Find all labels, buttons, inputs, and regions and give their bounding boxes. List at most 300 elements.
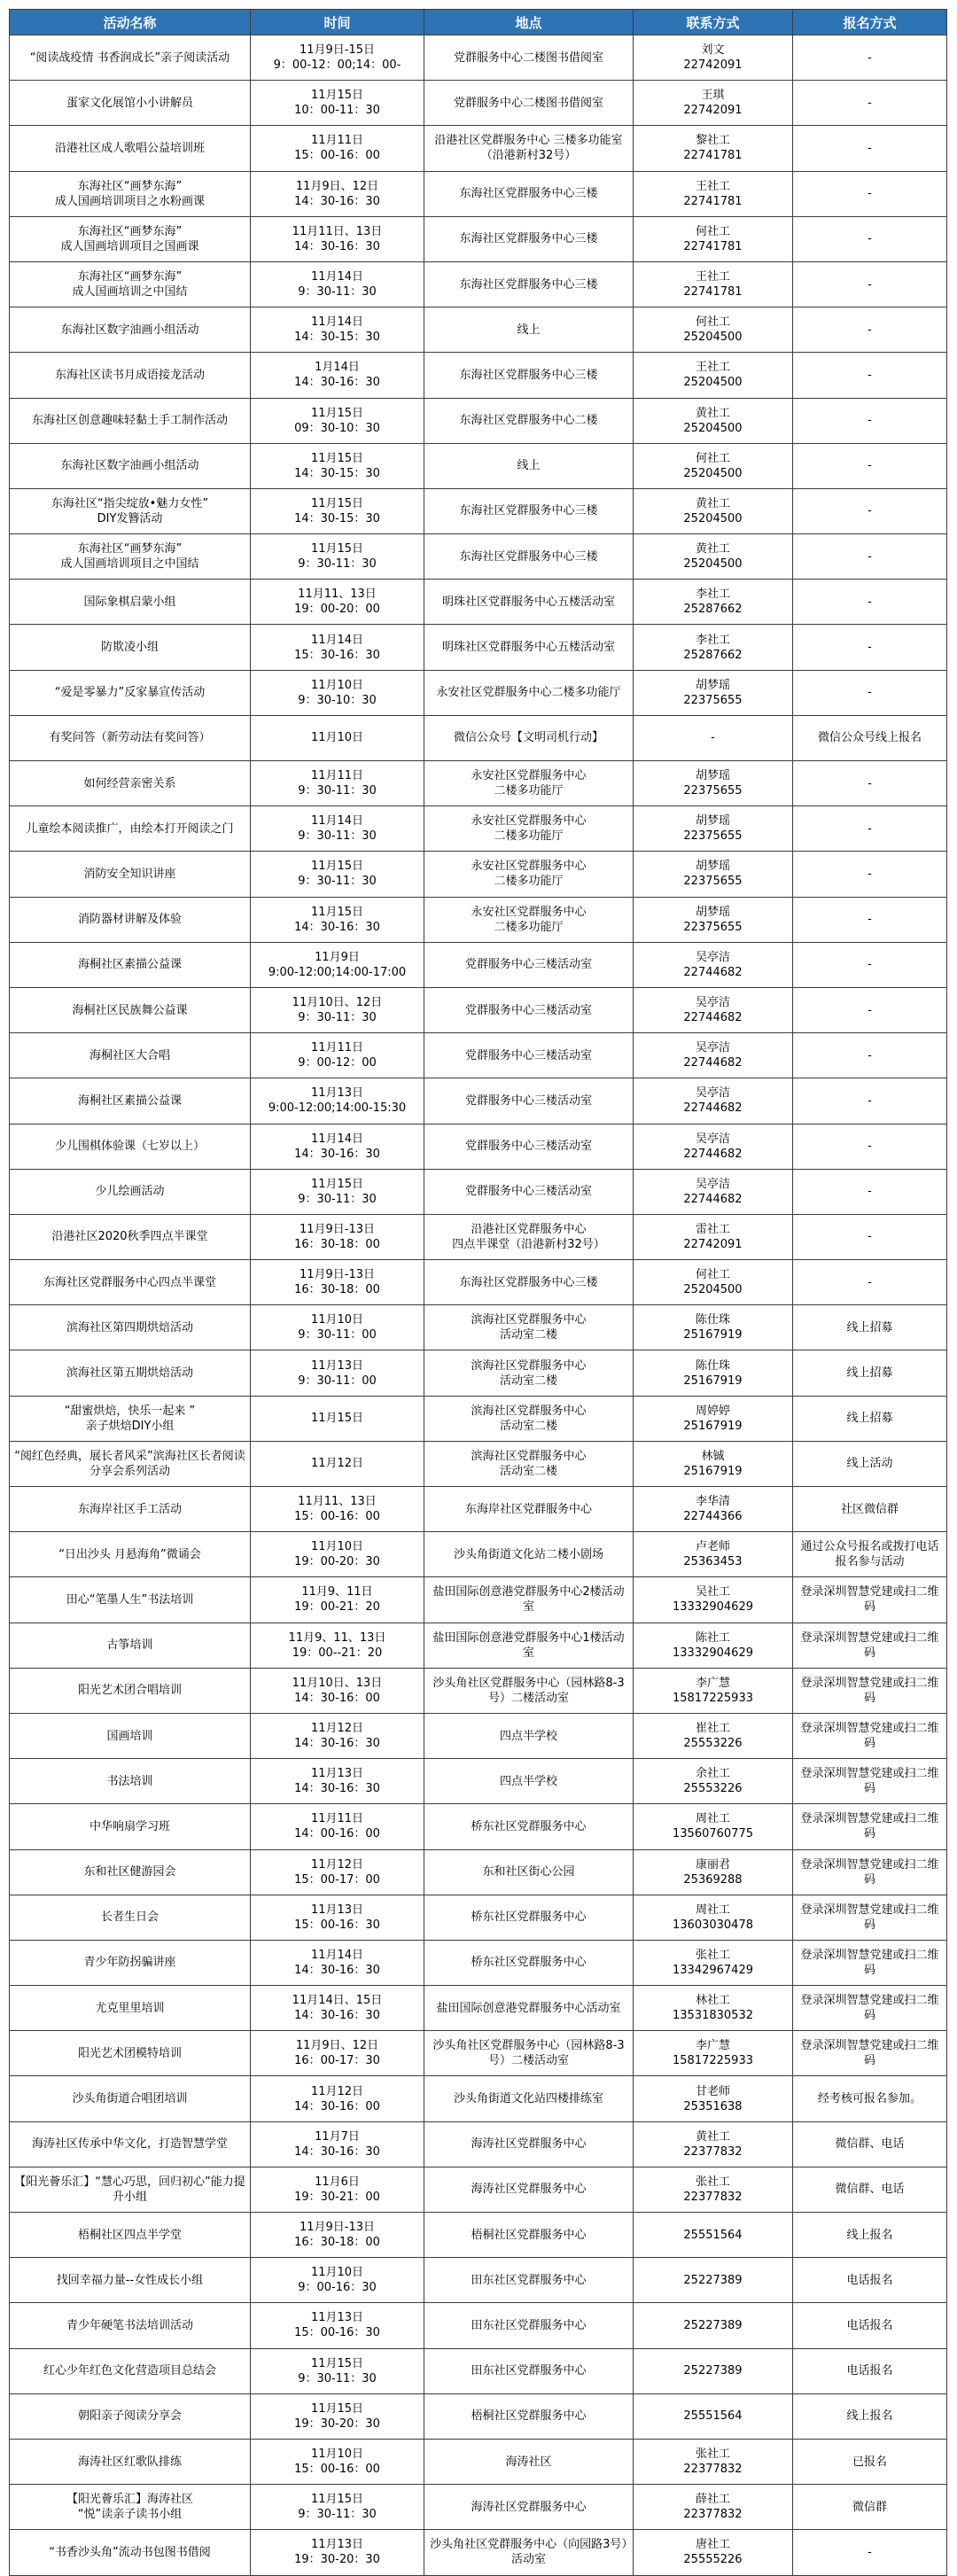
location-cell: 微信公众号【文明司机行动】 xyxy=(424,715,634,760)
activity-name-cell: “阅读战疫情 书香润成长”亲子阅读活动 xyxy=(10,35,251,81)
activity-name-cell: 海桐社区大合唱 xyxy=(10,1033,251,1078)
location-cell: 东海社区党群服务中心三楼 xyxy=(424,261,634,307)
contact-cell: 25227389 xyxy=(634,2303,793,2348)
registration-cell: - xyxy=(793,942,947,987)
registration-cell: 登录深圳智慧党建或扫二维码 xyxy=(793,1986,947,2031)
activity-name-cell: “甜蜜烘焙，快乐一起来 ” 亲子烘焙DIY小组 xyxy=(10,1396,251,1441)
registration-cell: - xyxy=(793,534,947,580)
header-row xyxy=(10,10,947,35)
registration-cell: - xyxy=(793,307,947,353)
activity-name-cell: 东海社区党群服务中心四点半课堂 xyxy=(10,1260,251,1305)
contact-cell: 陈仕珠 25167919 xyxy=(634,1350,793,1396)
location-cell: 滨海社区党群服务中心 活动室二楼 xyxy=(424,1350,634,1396)
time-cell: 11月14日 14：30-16：30 xyxy=(251,1940,424,1985)
contact-cell: 吴亭洁 22744682 xyxy=(634,942,793,987)
time-cell: 11月10日 9：30-10：30 xyxy=(251,670,424,715)
activity-name-cell: 红心少年红色文化营造项目总结会 xyxy=(10,2348,251,2393)
activity-name-cell: “阅红色经典，展长者风采”滨海社区长者阅读分享会系列活动 xyxy=(10,1441,251,1486)
header-contact: 联系方式 xyxy=(634,10,793,35)
location-cell: 四点半学校 xyxy=(424,1759,634,1804)
table-row xyxy=(10,1124,947,1169)
table-row xyxy=(10,670,947,715)
contact-cell: 黎社工 22741781 xyxy=(634,126,793,171)
time-cell: 11月10日 9：00-16：30 xyxy=(251,2258,424,2303)
time-cell: 11月12日 14：30-16：00 xyxy=(251,2076,424,2121)
location-cell: 永安社区党群服务中心 二楼多功能厅 xyxy=(424,897,634,942)
location-cell: 沙头角社区党群服务中心（园林路8-3号）二楼活动室 xyxy=(424,2031,634,2076)
table-row xyxy=(10,398,947,443)
time-cell: 11月11日 9：00-12：00 xyxy=(251,1033,424,1078)
registration-cell: - xyxy=(793,488,947,533)
activity-name-cell: 消防安全知识讲座 xyxy=(10,852,251,897)
table-row xyxy=(10,2258,947,2303)
location-cell: 桥东社区党群服务中心 xyxy=(424,1804,634,1849)
contact-cell: 雷社工 22742091 xyxy=(634,1214,793,1259)
contact-cell: 周婷婷 25167919 xyxy=(634,1396,793,1441)
time-cell: 11月10日 9：30-11：00 xyxy=(251,1305,424,1350)
table-row xyxy=(10,534,947,580)
table-row xyxy=(10,1759,947,1804)
registration-cell: - xyxy=(793,987,947,1032)
registration-cell: 微信公众号线上报名 xyxy=(793,715,947,760)
activity-name-cell: 东海社区“画梦东海” 成人国画培训之中国结 xyxy=(10,261,251,307)
table-row xyxy=(10,216,947,261)
registration-cell: 社区微信群 xyxy=(793,1487,947,1532)
location-cell: 沙头角街道文化站四楼排练室 xyxy=(424,2076,634,2121)
activity-name-cell: 如何经营亲密关系 xyxy=(10,761,251,806)
activity-name-cell: 东海社区“画梦东海” 成人国画培训项目之中国结 xyxy=(10,534,251,580)
table-row xyxy=(10,35,947,81)
contact-cell: 甘老师 25351638 xyxy=(634,2076,793,2121)
contact-cell: 胡梦瑶 22375655 xyxy=(634,806,793,852)
table-row xyxy=(10,715,947,760)
time-cell: 11月12日 14：30-16：30 xyxy=(251,1713,424,1758)
activity-name-cell: 少儿绘画活动 xyxy=(10,1169,251,1214)
contact-cell: 余社工 25553226 xyxy=(634,1759,793,1804)
contact-cell: 吴亭洁 22744682 xyxy=(634,1169,793,1214)
activity-name-cell: 书法培训 xyxy=(10,1759,251,1804)
table-row xyxy=(10,1623,947,1668)
contact-cell: 张社工 13342967429 xyxy=(634,1940,793,1985)
table-row xyxy=(10,307,947,353)
registration-cell: 登录深圳智慧党建或扫二维码 xyxy=(793,1849,947,1895)
activity-name-cell: 东海社区“指尖绽放•魅力女性” DIY发簪活动 xyxy=(10,488,251,533)
time-cell: 11月11、13日 15：00-16：00 xyxy=(251,1487,424,1532)
activity-schedule xyxy=(9,9,946,2576)
contact-cell: 胡梦瑶 22375655 xyxy=(634,670,793,715)
activity-name-cell: 朝阳亲子阅读分享会 xyxy=(10,2393,251,2439)
location-cell: 海涛社区党群服务中心 xyxy=(424,2167,634,2212)
time-cell: 11月7日 14：30-16：30 xyxy=(251,2121,424,2167)
activity-name-cell: 阳光艺术团模特培训 xyxy=(10,2031,251,2076)
time-cell: 11月14日 14：30-16：30 xyxy=(251,1124,424,1169)
activity-name-cell: 消防器材讲解及体验 xyxy=(10,897,251,942)
location-cell: 东海社区党群服务中心三楼 xyxy=(424,216,634,261)
registration-cell: - xyxy=(793,35,947,81)
registration-cell: 线上报名 xyxy=(793,2213,947,2258)
table-row xyxy=(10,2393,947,2439)
time-cell: 11月9日-15日 9：00-12：00;14：00- xyxy=(251,35,424,81)
registration-cell: 登录深圳智慧党建或扫二维码 xyxy=(793,1713,947,1758)
activity-name-cell: 东和社区健游园会 xyxy=(10,1849,251,1895)
registration-cell: - xyxy=(793,126,947,171)
table-row xyxy=(10,1713,947,1758)
location-cell: 沙头角社区党群服务中心（园林路8-3号）二楼活动室 xyxy=(424,1668,634,1713)
contact-cell: 周社工 13560760775 xyxy=(634,1804,793,1849)
contact-cell: 李华清 22744366 xyxy=(634,1487,793,1532)
time-cell: 11月9日-13日 16：30-18：00 xyxy=(251,1214,424,1259)
time-cell: 11月14日、15日 14：30-16：30 xyxy=(251,1986,424,2031)
time-cell: 11月15日 xyxy=(251,1396,424,1441)
contact-cell: 何社工 25204500 xyxy=(634,307,793,353)
location-cell: 东海社区党群服务中心三楼 xyxy=(424,534,634,580)
contact-cell: 王社工 25204500 xyxy=(634,353,793,398)
activity-name-cell: 【阳光薈乐汇】海涛社区 “悦”读亲子读书小组 xyxy=(10,2485,251,2530)
table-row xyxy=(10,2121,947,2167)
registration-cell: - xyxy=(793,670,947,715)
registration-cell: 电话报名 xyxy=(793,2258,947,2303)
activity-name-cell: 尤克里里培训 xyxy=(10,1986,251,2031)
registration-cell: 经考核可报名参加。 xyxy=(793,2076,947,2121)
header-time: 时间 xyxy=(251,10,424,35)
registration-cell: 微信群、电话 xyxy=(793,2121,947,2167)
contact-cell: 25551564 xyxy=(634,2393,793,2439)
activity-name-cell: 东海社区“画梦东海” 成人国画培训项目之国画课 xyxy=(10,216,251,261)
activity-name-cell: 海涛社区红歌队排练 xyxy=(10,2439,251,2484)
contact-cell: 吴亭洁 22744682 xyxy=(634,1078,793,1124)
location-cell: 党群服务中心三楼活动室 xyxy=(424,1078,634,1124)
registration-cell: - xyxy=(793,1078,947,1124)
activity-name-cell: 东海岸社区手工活动 xyxy=(10,1487,251,1532)
table-row xyxy=(10,1305,947,1350)
activity-name-cell: 海桐社区素描公益课 xyxy=(10,942,251,987)
location-cell: 明珠社区党群服务中心五楼活动室 xyxy=(424,625,634,670)
table-row xyxy=(10,126,947,171)
activity-name-cell: 青少年防拐骗讲座 xyxy=(10,1940,251,1985)
contact-cell: 25227389 xyxy=(634,2258,793,2303)
location-cell: 党群服务中心二楼图书借阅室 xyxy=(424,35,634,81)
table-row xyxy=(10,1078,947,1124)
activity-name-cell: 沿港社区2020秋季四点半课堂 xyxy=(10,1214,251,1259)
contact-cell: 李社工 25287662 xyxy=(634,625,793,670)
table-row xyxy=(10,2076,947,2121)
time-cell: 11月12日 xyxy=(251,1441,424,1486)
contact-cell: 王琪 22742091 xyxy=(634,81,793,126)
registration-cell: 微信群、电话 xyxy=(793,2167,947,2212)
registration-cell: 电话报名 xyxy=(793,2348,947,2393)
registration-cell: 线上活动 xyxy=(793,1441,947,1486)
table-row xyxy=(10,761,947,806)
table-row xyxy=(10,580,947,625)
table-row xyxy=(10,1940,947,1985)
time-cell: 11月10日 15：00-16：00 xyxy=(251,2439,424,2484)
location-cell: 永安社区党群服务中心 二楼多功能厅 xyxy=(424,852,634,897)
registration-cell: 已报名 xyxy=(793,2439,947,2484)
activity-name-cell: “日出沙头 月悬海角”微诵会 xyxy=(10,1532,251,1577)
activity-name-cell: 【阳光薈乐汇】“慧心巧思，回归初心”能力提升小组 xyxy=(10,2167,251,2212)
location-cell: 海涛社区 xyxy=(424,2439,634,2484)
time-cell: 11月11日、13日 14：30-16：30 xyxy=(251,216,424,261)
contact-cell: 吴亭洁 22744682 xyxy=(634,1033,793,1078)
registration-cell: 登录深圳智慧党建或扫二维码 xyxy=(793,1759,947,1804)
registration-cell: - xyxy=(793,261,947,307)
table-row xyxy=(10,1849,947,1895)
location-cell: 东海社区党群服务中心三楼 xyxy=(424,1260,634,1305)
contact-cell: 林铖 25167919 xyxy=(634,1441,793,1486)
registration-cell: 登录深圳智慧党建或扫二维码 xyxy=(793,1804,947,1849)
location-cell: 盐田国际创意港党群服务中心活动室 xyxy=(424,1986,634,2031)
time-cell: 11月10日 xyxy=(251,715,424,760)
activity-name-cell: 古筝培训 xyxy=(10,1623,251,1668)
table-row xyxy=(10,1895,947,1940)
contact-cell: 王社工 22741781 xyxy=(634,171,793,216)
location-cell: 永安社区党群服务中心 二楼多功能厅 xyxy=(424,761,634,806)
time-cell: 11月11日 9：30-11：30 xyxy=(251,761,424,806)
table-row xyxy=(10,1986,947,2031)
table-row xyxy=(10,2031,947,2076)
activity-name-cell: 海涛社区传承中华文化，打造智慧学堂 xyxy=(10,2121,251,2167)
time-cell: 11月13日 15：00-16：30 xyxy=(251,1895,424,1940)
activity-name-cell: 中华响扇学习班 xyxy=(10,1804,251,1849)
contact-cell: 陈仕珠 25167919 xyxy=(634,1305,793,1350)
activity-name-cell: 青少年硬笔书法培训活动 xyxy=(10,2303,251,2348)
time-cell: 11月15日 14：30-16：30 xyxy=(251,897,424,942)
time-cell: 11月6日 19：30-21：00 xyxy=(251,2167,424,2212)
location-cell: 东海社区党群服务中心三楼 xyxy=(424,171,634,216)
contact-cell: 林社工 13531830532 xyxy=(634,1986,793,2031)
activity-name-cell: 蛋家文化展馆小小讲解员 xyxy=(10,81,251,126)
table-row xyxy=(10,625,947,670)
activity-name-cell: 有奖问答（新劳动法有奖问答） xyxy=(10,715,251,760)
registration-cell: - xyxy=(793,81,947,126)
contact-cell: 李广慧 15817225933 xyxy=(634,2031,793,2076)
time-cell: 11月9日-13日 16：30-18：00 xyxy=(251,2213,424,2258)
contact-cell: 薛社工 22377832 xyxy=(634,2485,793,2530)
activity-name-cell: 海桐社区素描公益课 xyxy=(10,1078,251,1124)
registration-cell: 登录深圳智慧党建或扫二维码 xyxy=(793,1577,947,1623)
activity-name-cell: 田心“笔墨人生”书法培训 xyxy=(10,1577,251,1623)
location-cell: 田东社区党群服务中心 xyxy=(424,2258,634,2303)
table-row xyxy=(10,806,947,852)
registration-cell: 通过公众号报名或拨打电话报名参与活动 xyxy=(793,1532,947,1577)
location-cell: 永安社区党群服务中心 二楼多功能厅 xyxy=(424,806,634,852)
time-cell: 11月15日 09：30-10：30 xyxy=(251,398,424,443)
table-row xyxy=(10,261,947,307)
registration-cell: - xyxy=(793,216,947,261)
contact-cell: 刘文 22742091 xyxy=(634,35,793,81)
registration-cell: - xyxy=(793,580,947,625)
registration-cell: 线上报名 xyxy=(793,2393,947,2439)
table-row xyxy=(10,1487,947,1532)
table-row xyxy=(10,1532,947,1577)
table-row xyxy=(10,1033,947,1078)
table-row xyxy=(10,171,947,216)
location-cell: 滨海社区党群服务中心 活动室二楼 xyxy=(424,1305,634,1350)
location-cell: 东海社区党群服务中心三楼 xyxy=(424,488,634,533)
location-cell: 线上 xyxy=(424,443,634,488)
registration-cell: - xyxy=(793,443,947,488)
table-row xyxy=(10,1396,947,1441)
contact-cell: 张社工 22377832 xyxy=(634,2167,793,2212)
time-cell: 11月14日 15：30-16：30 xyxy=(251,625,424,670)
time-cell: 11月15日 9：30-11：30 xyxy=(251,2348,424,2393)
activity-name-cell: 东海社区数字油画小组活动 xyxy=(10,307,251,353)
location-cell: 沿港社区党群服务中心 三楼多功能室（沿港新村32号） xyxy=(424,126,634,171)
table-row xyxy=(10,1169,947,1214)
time-cell: 11月15日 9：30-11：30 xyxy=(251,852,424,897)
activity-name-cell: 儿童绘本阅读推广，由绘本打开阅读之门 xyxy=(10,806,251,852)
contact-cell: 何社工 25204500 xyxy=(634,1260,793,1305)
registration-cell: - xyxy=(793,897,947,942)
table-header xyxy=(10,10,947,35)
header-activity-name: 活动名称 xyxy=(10,10,251,35)
contact-cell: 吴亭洁 22744682 xyxy=(634,1124,793,1169)
registration-cell: - xyxy=(793,1169,947,1214)
registration-cell: - xyxy=(793,761,947,806)
contact-cell: 25227389 xyxy=(634,2348,793,2393)
location-cell: 党群服务中心三楼活动室 xyxy=(424,1124,634,1169)
time-cell: 11月13日 9:00-12:00;14:00-15:30 xyxy=(251,1078,424,1124)
activity-name-cell: 东海社区“画梦东海” 成人国画培训项目之水粉画课 xyxy=(10,171,251,216)
activity-name-cell: 少儿围棋体验课（七岁以上） xyxy=(10,1124,251,1169)
activity-name-cell: 国际象棋启蒙小组 xyxy=(10,580,251,625)
time-cell: 11月9日-13日 16：30-18：00 xyxy=(251,1260,424,1305)
location-cell: 东和社区街心公园 xyxy=(424,1849,634,1895)
activity-name-cell: 长者生日会 xyxy=(10,1895,251,1940)
table-row xyxy=(10,2439,947,2484)
contact-cell: 何社工 22741781 xyxy=(634,216,793,261)
contact-cell: 黄社工 25204500 xyxy=(634,534,793,580)
time-cell: 11月13日 15：00-16：30 xyxy=(251,2303,424,2348)
location-cell: 梧桐社区党群服务中心 xyxy=(424,2213,634,2258)
table-row xyxy=(10,2167,947,2212)
time-cell: 11月15日 9：30-11：30 xyxy=(251,1169,424,1214)
activity-name-cell: “爱是零暴力”反家暴宣传活动 xyxy=(10,670,251,715)
location-cell: 党群服务中心三楼活动室 xyxy=(424,1169,634,1214)
header-registration: 报名方式 xyxy=(793,10,947,35)
time-cell: 11月15日 9：30-11：30 xyxy=(251,534,424,580)
activity-name-cell: 梧桐社区四点半学堂 xyxy=(10,2213,251,2258)
table-row xyxy=(10,2485,947,2530)
registration-cell: - xyxy=(793,1124,947,1169)
header-location: 地点 xyxy=(424,10,634,35)
activity-name-cell: 东海社区数字油画小组活动 xyxy=(10,443,251,488)
registration-cell: 登录深圳智慧党建或扫二维码 xyxy=(793,1895,947,1940)
contact-cell: 康丽君 25369288 xyxy=(634,1849,793,1895)
time-cell: 11月11、13日 19：00-20：00 xyxy=(251,580,424,625)
time-cell: 11月15日 9：30-11：30 xyxy=(251,2485,424,2530)
registration-cell: 微信群 xyxy=(793,2485,947,2530)
location-cell: 滨海社区党群服务中心 活动室二楼 xyxy=(424,1441,634,1486)
location-cell: 梧桐社区党群服务中心 xyxy=(424,2393,634,2439)
registration-cell: 登录深圳智慧党建或扫二维码 xyxy=(793,1623,947,1668)
registration-cell: - xyxy=(793,2530,947,2575)
activity-name-cell: 找回幸福力量--女性成长小组 xyxy=(10,2258,251,2303)
registration-cell: 电话报名 xyxy=(793,2303,947,2348)
registration-cell: 线上招募 xyxy=(793,1350,947,1396)
time-cell: 11月9日、12日 16：00-17：30 xyxy=(251,2031,424,2076)
registration-cell: 线上招募 xyxy=(793,1396,947,1441)
time-cell: 11月13日 14：30-16：30 xyxy=(251,1759,424,1804)
table-row xyxy=(10,81,947,126)
contact-cell: 黄社工 25204500 xyxy=(634,398,793,443)
contact-cell: 胡梦瑶 22375655 xyxy=(634,761,793,806)
table-row xyxy=(10,2530,947,2575)
location-cell: 线上 xyxy=(424,307,634,353)
location-cell: 盐田国际创意港党群服务中心2楼活动室 xyxy=(424,1577,634,1623)
location-cell: 滨海社区党群服务中心 活动室二楼 xyxy=(424,1396,634,1441)
time-cell: 11月9日、12日 14：30-16：30 xyxy=(251,171,424,216)
location-cell: 桥东社区党群服务中心 xyxy=(424,1895,634,1940)
time-cell: 11月9日 9:00-12:00;14:00-17:00 xyxy=(251,942,424,987)
table-row xyxy=(10,1214,947,1259)
location-cell: 东海社区党群服务中心三楼 xyxy=(424,353,634,398)
table-row xyxy=(10,488,947,533)
activity-name-cell: 东海社区读书月成语接龙活动 xyxy=(10,353,251,398)
location-cell: 明珠社区党群服务中心五楼活动室 xyxy=(424,580,634,625)
activity-name-cell: 海桐社区民族舞公益课 xyxy=(10,987,251,1032)
table-row xyxy=(10,2213,947,2258)
table-row xyxy=(10,1441,947,1486)
table-row xyxy=(10,897,947,942)
table-row xyxy=(10,353,947,398)
activity-name-cell: “书香沙头角”流动书包图书借阅 xyxy=(10,2530,251,2575)
location-cell: 盐田国际创意港党群服务中心1楼活动室 xyxy=(424,1623,634,1668)
location-cell: 沙头角街道文化站二楼小剧场 xyxy=(424,1532,634,1577)
table-row xyxy=(10,1577,947,1623)
contact-cell: 唐社工 25555226 xyxy=(634,2530,793,2575)
activity-name-cell: 防欺凌小组 xyxy=(10,625,251,670)
registration-cell: - xyxy=(793,1214,947,1259)
registration-cell: - xyxy=(793,852,947,897)
contact-cell: 崔社工 25553226 xyxy=(634,1713,793,1758)
table-row xyxy=(10,1668,947,1713)
location-cell: 沿港社区党群服务中心 四点半课堂（沿港新村32号） xyxy=(424,1214,634,1259)
activity-name-cell: 沙头角街道合唱团培训 xyxy=(10,2076,251,2121)
registration-cell: 线上招募 xyxy=(793,1305,947,1350)
table-row xyxy=(10,852,947,897)
contact-cell: 25551564 xyxy=(634,2213,793,2258)
contact-cell: 卢老师 25363453 xyxy=(634,1532,793,1577)
table-row xyxy=(10,1260,947,1305)
table-row xyxy=(10,2348,947,2393)
location-cell: 党群服务中心三楼活动室 xyxy=(424,987,634,1032)
contact-cell: 李社工 25287662 xyxy=(634,580,793,625)
time-cell: 11月12日 15：00-17：00 xyxy=(251,1849,424,1895)
registration-cell: - xyxy=(793,398,947,443)
time-cell: 11月10日、12日 9：30-11：30 xyxy=(251,987,424,1032)
registration-cell: 登录深圳智慧党建或扫二维码 xyxy=(793,1668,947,1713)
contact-cell: 胡梦瑶 22375655 xyxy=(634,897,793,942)
contact-cell: 吴亭洁 22744682 xyxy=(634,987,793,1032)
location-cell: 海涛社区党群服务中心 xyxy=(424,2121,634,2167)
activity-name-cell: 滨海社区第四期烘焙活动 xyxy=(10,1305,251,1350)
location-cell: 党群服务中心三楼活动室 xyxy=(424,1033,634,1078)
activity-name-cell: 沿港社区成人歌唱公益培训班 xyxy=(10,126,251,171)
activity-name-cell: 东海社区创意趣味轻黏土手工制作活动 xyxy=(10,398,251,443)
contact-cell: 周社工 13603030478 xyxy=(634,1895,793,1940)
activity-name-cell: 国画培训 xyxy=(10,1713,251,1758)
activity-name-cell: 滨海社区第五期烘焙活动 xyxy=(10,1350,251,1396)
time-cell: 11月14日 9：30-11：30 xyxy=(251,806,424,852)
registration-cell: - xyxy=(793,625,947,670)
time-cell: 11月9、11、13日 19：00--21：20 xyxy=(251,1623,424,1668)
activity-name-cell: 阳光艺术团合唱培训 xyxy=(10,1668,251,1713)
location-cell: 党群服务中心二楼图书借阅室 xyxy=(424,81,634,126)
activity-table xyxy=(9,9,947,2576)
time-cell: 11月14日 9：30-11：30 xyxy=(251,261,424,307)
table-body xyxy=(10,35,947,2576)
